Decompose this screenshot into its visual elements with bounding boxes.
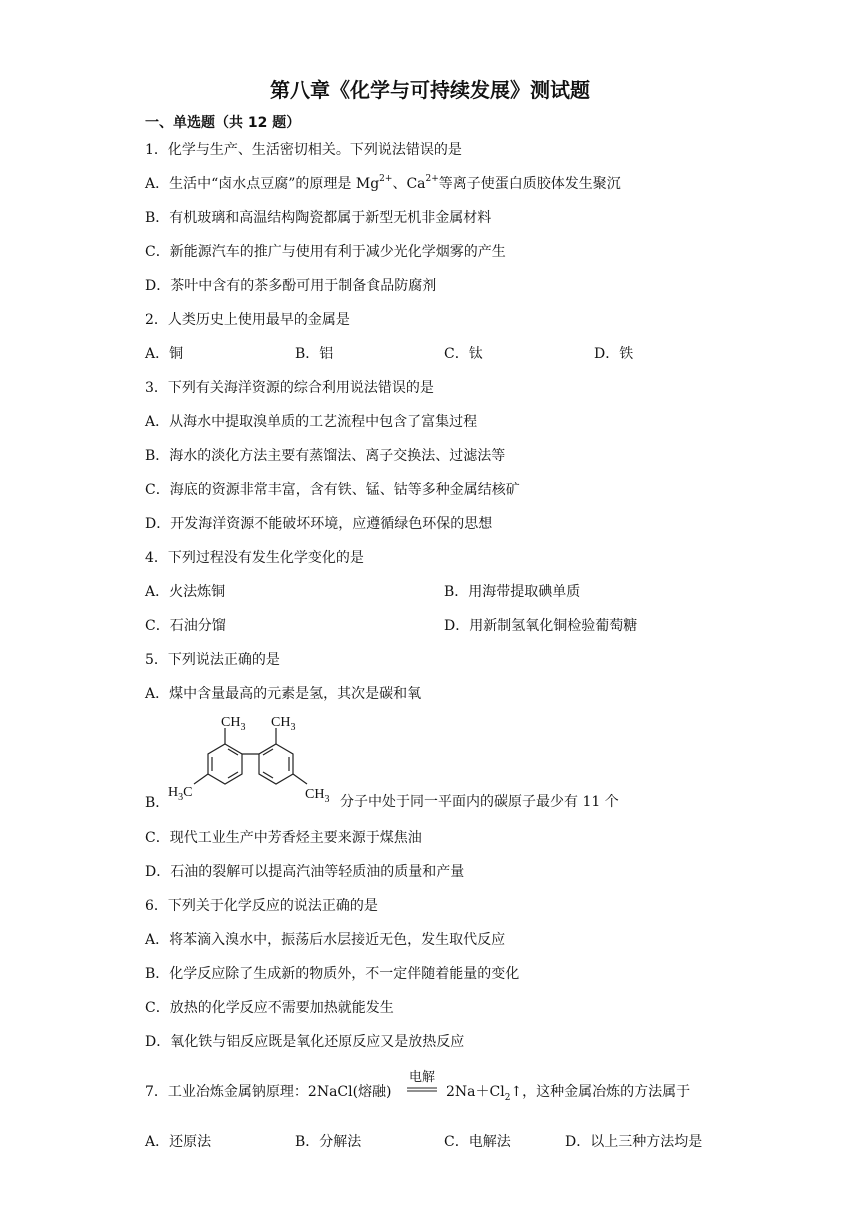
question-6-option-b: B．化学反应除了生成新的物质外，不一定伴随着能量的变化 — [145, 966, 520, 982]
question-4-option-d: D．用新制氢氧化铜检验葡萄糖 — [444, 618, 638, 634]
mg-charge: 2+ — [379, 174, 393, 185]
question-1-stem: 1．化学与生产、生活密切相关。下列说法错误的是 — [145, 142, 462, 158]
methyl-subscript-2: 3 — [290, 722, 296, 733]
question-1-option-c: C．新能源汽车的推广与使用有利于减少光化学烟雾的产生 — [145, 244, 506, 260]
methyl-label-left-c: C — [183, 785, 193, 800]
question-7-option-d: D．以上三种方法均是 — [565, 1134, 703, 1150]
question-6-option-d: D．氧化铁与铝反应既是氧化还原反应又是放热反应 — [145, 1034, 465, 1050]
page-title: 第八章《化学与可持续发展》测试题 — [270, 78, 590, 102]
question-5-option-b-label: B． — [145, 795, 170, 811]
option-a-text-start: A．生活中“卤水点豆腐”的原理是 Mg — [145, 176, 380, 192]
methyl-subscript-1: 3 — [240, 722, 246, 733]
question-3-option-c: C．海底的资源非常丰富，含有铁、锰、钴等多种金属结核矿 — [145, 482, 520, 498]
methyl-label-right: CH — [305, 787, 325, 802]
question-7-stem-end — [446, 1083, 690, 1101]
question-7-option-c: C．电解法 — [444, 1134, 511, 1150]
left-benzene-ring — [208, 744, 242, 784]
question-3-option-d: D．开发海洋资源不能破坏环境，应遵循绿色环保的思想 — [145, 516, 493, 532]
question-1-option-d: D．茶叶中含有的茶多酚可用于制备食品防腐剂 — [145, 278, 437, 294]
svg-text:CH3 — [305, 787, 329, 805]
question-7-option-a: A．还原法 — [145, 1134, 212, 1150]
question-2-stem: 2．人类历史上使用最早的金属是 — [145, 312, 350, 328]
svg-text:H3C — [168, 785, 192, 803]
question-6-option-a: A．将苯滴入溴水中，振荡后水层接近无色，发生取代反应 — [145, 932, 506, 948]
question-2-option-a: A．铜 — [145, 346, 184, 362]
question-1-option-a — [145, 175, 621, 193]
question-4-stem: 4．下列过程没有发生化学变化的是 — [145, 550, 364, 566]
section-heading: 一、单选题（共 12 题） — [145, 115, 301, 131]
question-4-option-a: A．火法炼铜 — [145, 584, 226, 600]
ca-charge: 2+ — [425, 174, 439, 185]
question-3-option-a: A．从海水中提取溴单质的工艺流程中包含了富集过程 — [145, 414, 478, 430]
tetramethylbiphenyl-structure — [160, 712, 340, 812]
equal-sign-icon — [404, 1067, 440, 1097]
question-4-option-b: B．用海带提取碘单质 — [444, 584, 581, 600]
question-7-products: 2Na＋Cl — [446, 1084, 505, 1100]
question-7-stem-start: 7．工业冶炼金属钠原理：2NaCl(熔融) — [145, 1084, 392, 1100]
svg-text:CH3 — [271, 715, 295, 733]
question-5-stem: 5．下列说法正确的是 — [145, 652, 280, 668]
reaction-condition: 电解 — [409, 1070, 436, 1085]
question-6-option-c: C．放热的化学反应不需要加热就能发生 — [145, 1000, 394, 1016]
methyl-label-left: H — [168, 785, 179, 800]
question-5-option-d: D．石油的裂解可以提高汽油等轻质油的质量和产量 — [145, 864, 465, 880]
question-3-stem: 3．下列有关海洋资源的综合利用说法错误的是 — [145, 380, 434, 396]
chlorine-subscript: 2 — [504, 1092, 511, 1103]
option-a-text-mid: 、Ca — [392, 176, 426, 192]
question-7-question: ↑，这种金属冶炼的方法属于 — [510, 1084, 691, 1100]
question-3-option-b: B．海水的淡化方法主要有蒸馏法、离子交换法、过滤法等 — [145, 448, 506, 464]
question-2-option-c: C．钛 — [444, 346, 483, 362]
question-6-stem: 6．下列关于化学反应的说法正确的是 — [145, 898, 378, 914]
option-a-text-end: 等离子使蛋白质胶体发生聚沉 — [438, 176, 621, 192]
question-7-option-b: B．分解法 — [295, 1134, 362, 1150]
methyl-label-top-right: CH — [271, 715, 291, 730]
question-1-option-b: B．有机玻璃和高温结构陶瓷都属于新型无机非金属材料 — [145, 210, 492, 226]
methyl-label-top-left: CH — [221, 715, 241, 730]
question-4-option-c: C．石油分馏 — [145, 618, 226, 634]
methyl-subscript-4: 3 — [324, 794, 330, 805]
question-5-option-c: C．现代工业生产中芳香烃主要来源于煤焦油 — [145, 830, 422, 846]
question-5-option-b-text: 分子中处于同一平面内的碳原子最少有 11 个 — [340, 794, 619, 810]
question-2-option-b: B．铝 — [295, 346, 334, 362]
right-benzene-ring — [259, 744, 293, 784]
methyl-subscript-3: 3 — [178, 792, 184, 803]
question-5-option-a: A．煤中含量最高的元素是氢，其次是碳和氧 — [145, 686, 422, 702]
question-2-option-d: D．铁 — [594, 346, 634, 362]
